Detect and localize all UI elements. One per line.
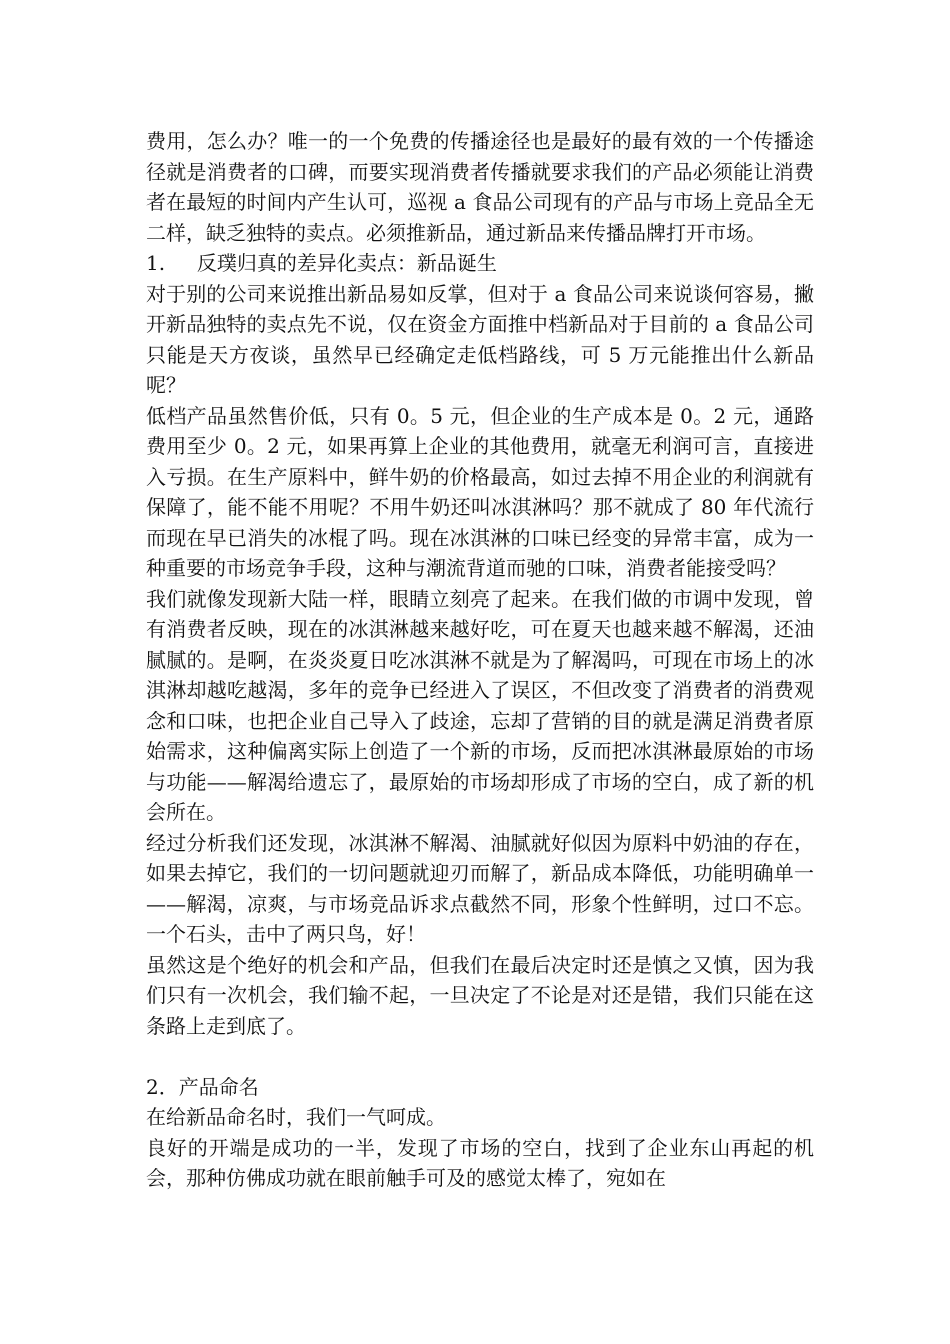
paragraph-naming: 在给新品命名时，我们一气呵成。	[146, 1105, 446, 1129]
paragraph-decision: 虽然这是个绝好的机会和产品，但我们在最后决定时还是慎之又慎，因为我们只有一次机会，我们输不起，一旦决定了不论是对还是错，我们只能在这条路上走到底了。	[146, 952, 814, 1038]
section-heading-2: 2．产品命名	[146, 1074, 259, 1099]
paragraph-good-start: 良好的开端是成功的一半，发现了市场的空白，找到了企业东山再起的机会，那种仿佛成功就在眼前触手可及的感觉太棒了，宛如在	[146, 1135, 814, 1190]
paragraph-new-product: 对于别的公司来说推出新品易如反掌，但对于 a 食品公司来说谈何容易，撇开新品独特的卖点先不说，仅在资金方面推中档新品对于目前的 a 食品公司只能是天方夜谈，虽然早已经确定走低档路线，可 5 万元能推出什么新品呢？	[146, 281, 814, 397]
paragraph-cost: 低档产品虽然售价低，只有 0。5 元，但企业的生产成本是 0。2 元，通路费用至少 0。2 元，如果再算上企业的其他费用，就毫无利润可言，直接进入亏损。在生产原料中，鲜牛奶的价格最高，如过去掉不用企业的利润就有保障了，能不能不用呢？不用牛奶还叫冰淇淋吗？那不就成了 80 年代流行而现在早已消失的冰棍了吗。现在冰淇淋的口味已经变的异常丰富，成为一种重要的市场竞争手段，这种与潮流背道而驰的口味，消费者能接受吗？	[146, 403, 814, 580]
paragraph-analysis: 经过分析我们还发现，冰淇淋不解渴、油腻就好似因为原料中奶油的存在，如果去掉它，我们的一切问题就迎刃而解了，新品成本降低，功能明确单一——解渴，凉爽，与市场竞品诉求点截然不同，形象个性鲜明，过口不忘。 一个石头，击中了两只鸟，好！	[146, 830, 834, 946]
blank-line	[146, 1041, 814, 1072]
paragraph-intro: 费用，怎么办？唯一的一个免费的传播途径也是最好的最有效的一个传播途径就是消费者的口碑，而要实现消费者传播就要求我们的产品必须能让消费者在最短的时间内产生认可，巡视 a 食品公司现有的产品与市场上竞品全无二样，缺乏独特的卖点。必须推新品，通过新品来传播品牌打开市场。	[146, 129, 814, 245]
section-heading-1: 1. 反璞归真的差异化卖点：新品诞生	[146, 251, 497, 275]
document-body	[146, 126, 834, 1194]
paragraph-discovery: 我们就像发现新大陆一样，眼睛立刻亮了起来。在我们做的市调中发现，曾有消费者反映，现在的冰淇淋越来越好吃，可在夏天也越来越不解渴，还油腻腻的。是啊，在炎炎夏日吃冰淇淋不就是为了解渴吗，可现在市场上的冰淇淋却越吃越渴，多年的竞争已经进入了误区，不但改变了消费者的消费观念和口味，也把企业自己导入了歧途，忘却了营销的目的就是满足消费者原始需求，这种偏离实际上创造了一个新的市场，反而把冰淇淋最原始的市场与功能——解渴给遗忘了，最原始的市场却形成了市场的空白，成了新的机会所在。	[146, 586, 814, 824]
